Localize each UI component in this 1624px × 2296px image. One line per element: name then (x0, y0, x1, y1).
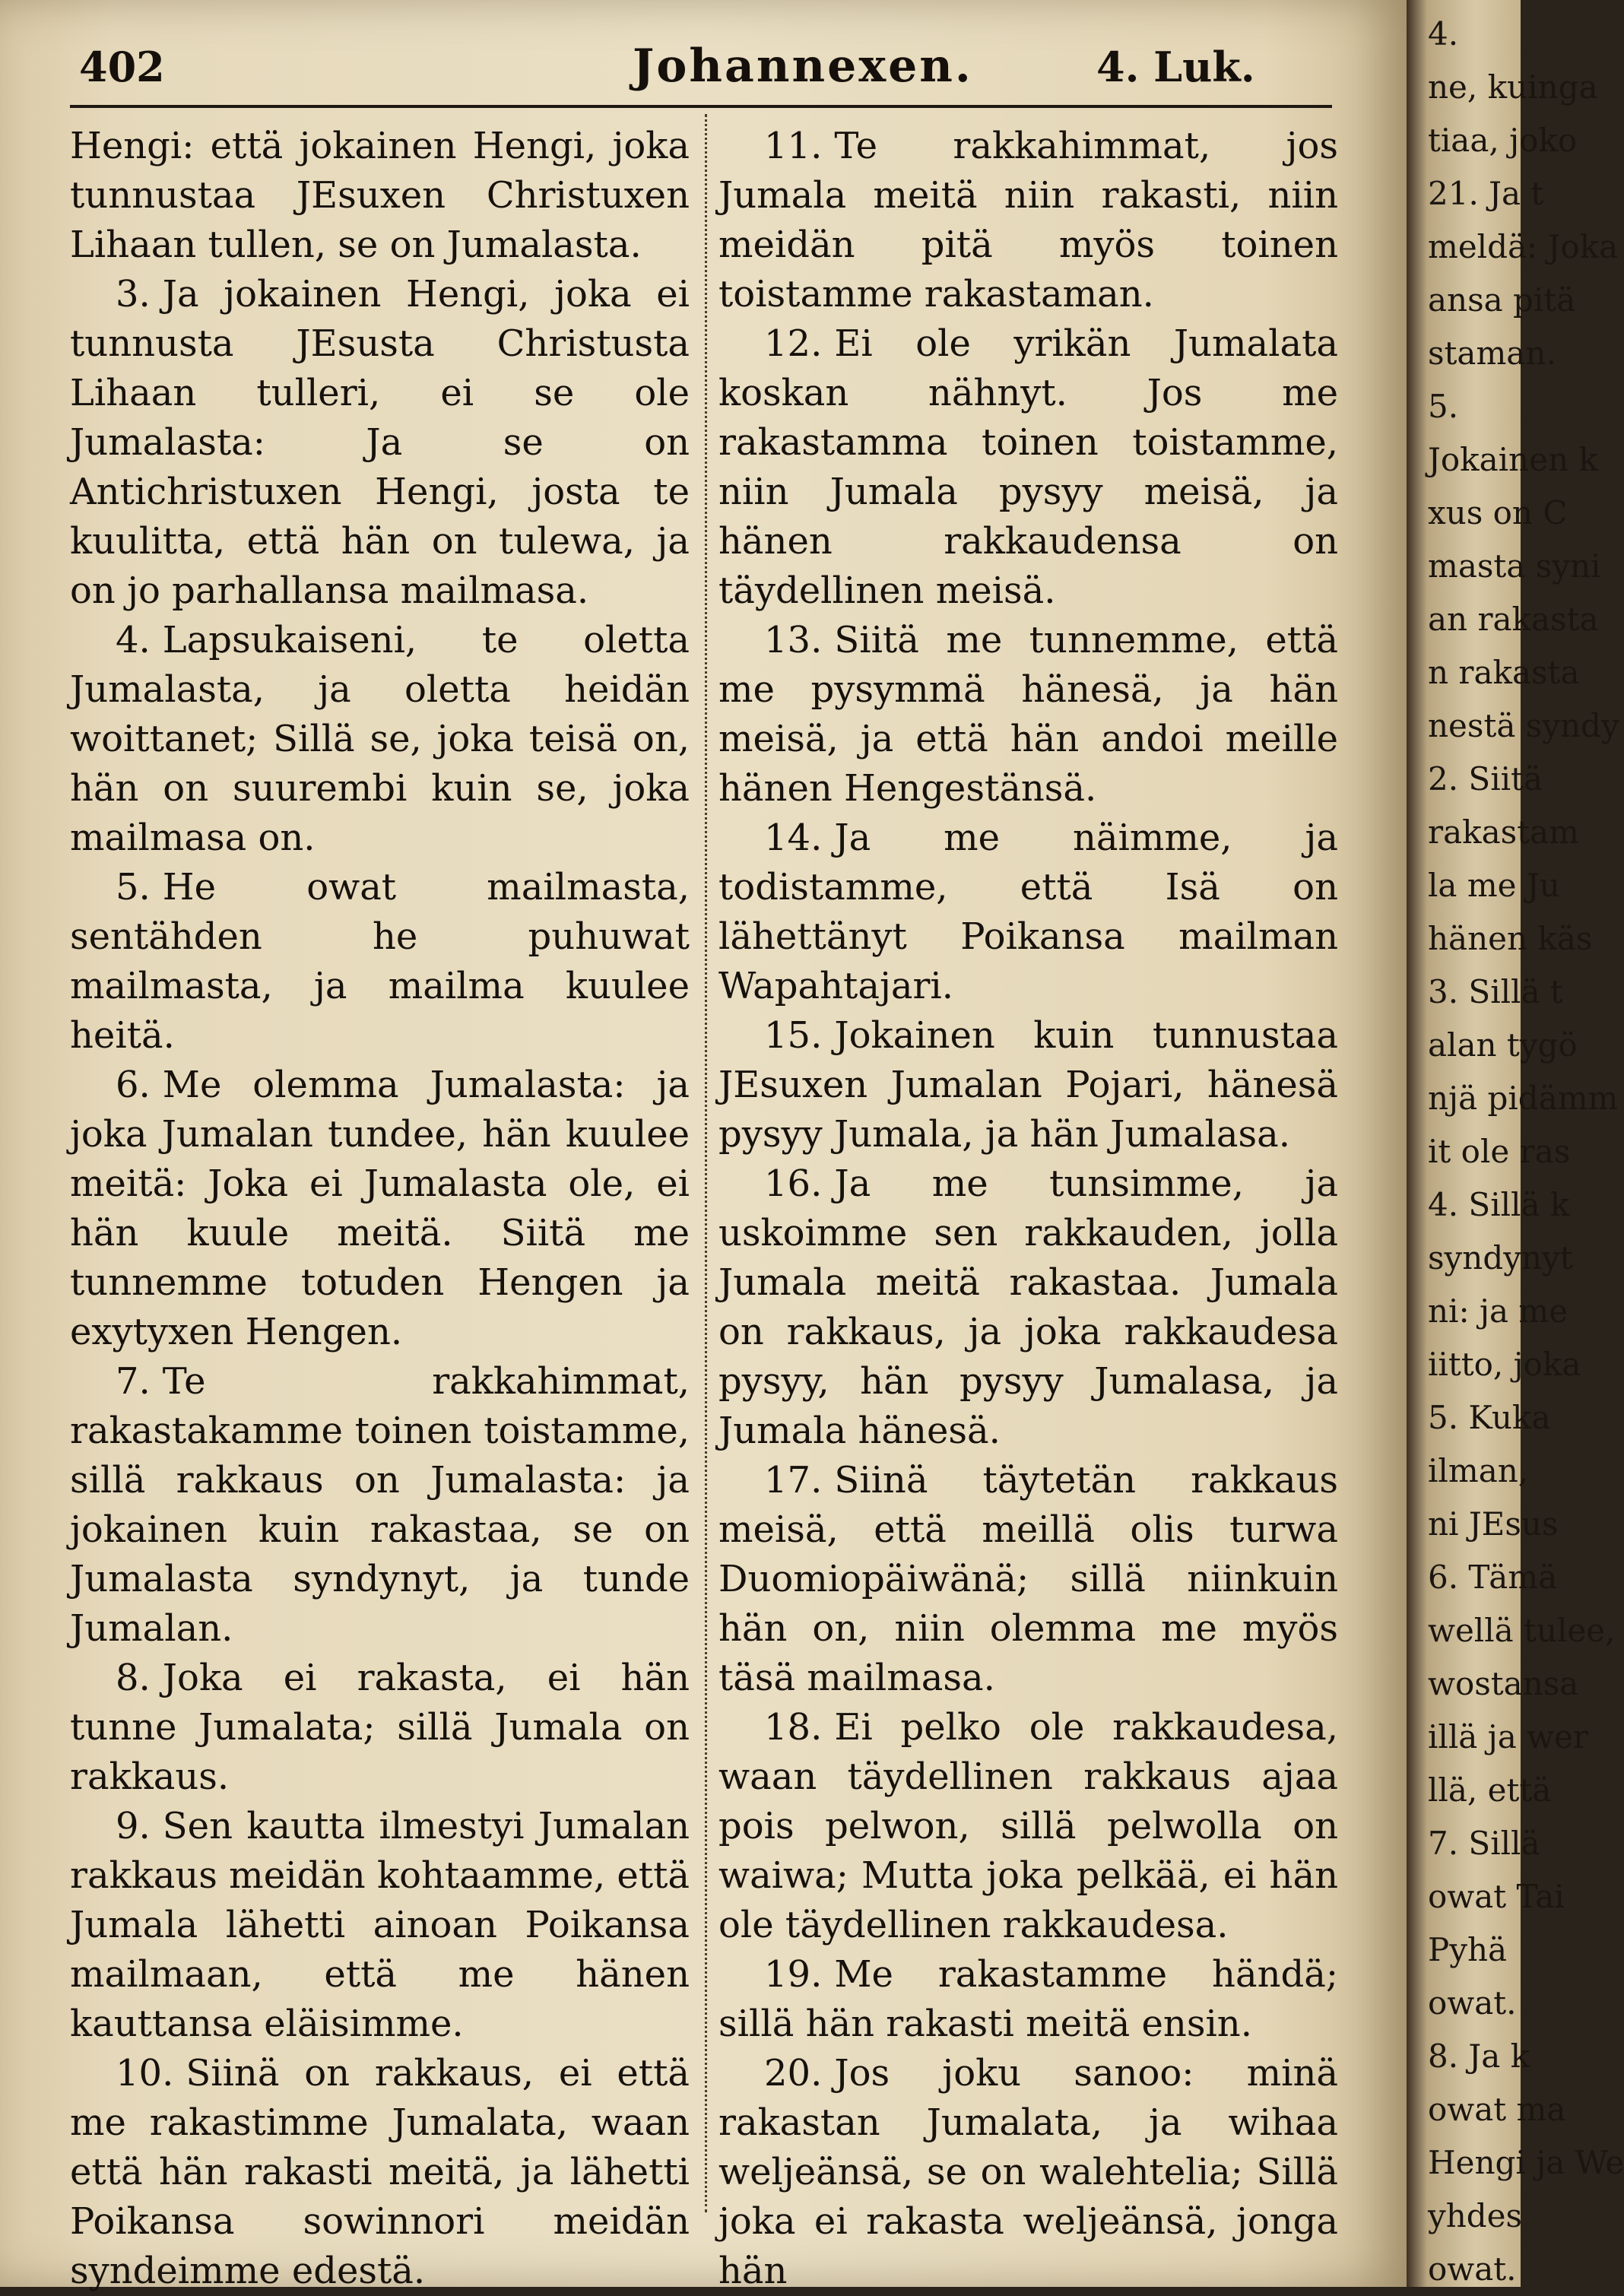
running-header (70, 36, 1347, 97)
verse-text: Ja me tunsimme, ja uskoimme sen rakkauden, jolla Jumala meitä rakastaa. Jumala on rakkaus, ja joka rakkaudesa pysyy, hän pysyy Jumalasa, ja Jumala hänesä. (718, 1162, 1338, 1452)
verse-text: Ja me näimme, ja todistamme, että Isä on lähettänyt Poikansa mailman Wapahtajari. (718, 817, 1338, 1007)
verse-number: 14. (764, 817, 823, 859)
adjacent-page-fragment: 3. Sillä t (1428, 973, 1563, 1010)
verse (70, 270, 690, 616)
verse (70, 863, 690, 1061)
adjacent-page-fragment: tiaa, joko (1428, 122, 1578, 159)
adjacent-page-fragment: meldä: Joka (1428, 228, 1619, 265)
adjacent-page-fragment: alan tygö (1428, 1026, 1578, 1064)
verse-number: 16. (764, 1162, 823, 1205)
adjacent-page-fragment: la me Ju (1428, 867, 1560, 904)
verse (70, 2049, 690, 2296)
adjacent-page-fragment: ne, kuinga (1428, 68, 1598, 106)
verse-text: Ei ole yrikän Jumalata koskan nähnyt. Jos me rakastamma toinen toistamme, niin Jumala pysyy meisä, ja hänen rakkaudensa on täydellinen meisä. (718, 322, 1338, 612)
verse (70, 1802, 690, 2049)
adjacent-page-fragment: xus on C (1428, 494, 1568, 531)
verse (718, 1950, 1338, 2049)
verse-text: Jos joku sanoo: minä rakastan Jumalata, ja wihaa weljeänsä, se on walehtelia; Sillä joka ei rakasta weljeänsä, jonga hän (718, 2052, 1338, 2292)
verse (718, 1456, 1338, 1703)
chapter-label: 4. Luk. (1096, 43, 1255, 91)
adjacent-page-fragment: syndynyt (1428, 1239, 1573, 1276)
page-number: 402 (79, 43, 165, 91)
verse-number: 13. (764, 619, 823, 661)
adjacent-page-fragment: 4. Sillä k (1428, 1186, 1570, 1223)
verse-text: Joka ei rakasta, ei hän tunne Jumalata; sillä Jumala on rakkaus. (70, 1657, 690, 1798)
adjacent-page-fragment: njä pidämm (1428, 1080, 1619, 1117)
adjacent-page-fragment: owat Tai (1428, 1878, 1565, 1915)
verse-text: Me olemma Jumalasta: ja joka Jumalan tundee, hän kuulee meitä: Joka ei Jumalasta ole, ei hän kuule meitä. Siitä me tunnemme totuden Hengen ja exytyxen Hengen. (70, 1064, 690, 1353)
adjacent-page-fragment: Pyhä (1428, 1931, 1508, 1968)
adjacent-page-fragment: 2. Siitä (1428, 760, 1543, 798)
adjacent-page-fragment: owat ma (1428, 2091, 1566, 2128)
adjacent-page-fragment: it ole ras (1428, 1133, 1571, 1170)
adjacent-page-fragment: nestä syndy (1428, 707, 1619, 744)
verse-number: 4. (116, 619, 151, 661)
verse-number: 10. (116, 2052, 174, 2095)
verse-number: 12. (764, 322, 823, 365)
verse-text: Hengi: että jokainen Hengi, joka tunnustaa JEsuxen Christuxen Lihaan tullen, se on Jumalasta. (70, 125, 690, 266)
adjacent-page-fragment: ilman, (1428, 1452, 1529, 1489)
verse-number: 3. (116, 273, 151, 316)
adjacent-page-fragment: 21. Ja t (1428, 175, 1544, 212)
verse-text: Te rakkahimmat, rakastakamme toinen toistamme, sillä rakkaus on Jumalasta: ja jokainen kuin rakastaa, se on Jumalasta syndynyt, ja tunde Jumalan. (70, 1360, 690, 1650)
adjacent-page-fragment: ni JEsus (1428, 1505, 1559, 1543)
adjacent-page-fragment: illä ja wer (1428, 1718, 1588, 1755)
verse-number: 5. (116, 866, 151, 909)
adjacent-page-fragment: 4. (1428, 15, 1459, 52)
adjacent-page-fragment: llä, että (1428, 1771, 1552, 1809)
verse-text: Ei pelko ole rakkaudesa, waan täydellinen rakkaus ajaa pois pelwon, sillä pelwolla on waiwa; Mutta joka pelkää, ei hän ole täydellinen rakkaudesa. (718, 1706, 1338, 1946)
adjacent-page-fragment: hänen käs (1428, 920, 1593, 957)
verse (718, 2049, 1338, 2296)
verse (718, 1703, 1338, 1950)
adjacent-page-fragment: 7. Sillä (1428, 1825, 1540, 1862)
adjacent-page-fragment: masta syni (1428, 547, 1601, 585)
verse-number: 19. (764, 1953, 823, 1996)
verse-number: 20. (764, 2052, 823, 2095)
verse-number: 9. (116, 1805, 151, 1847)
header-rule (70, 105, 1332, 108)
right-column (718, 122, 1338, 2296)
verse (718, 813, 1338, 1011)
adjacent-page-fragment: Hengi ja We (1428, 2144, 1624, 2181)
verse (718, 616, 1338, 813)
verse-text: Lapsukaiseni, te oletta Jumalasta, ja oletta heidän woittanet; Sillä se, joka teisä on, hän on suurembi kuin se, joka mailmasa on. (70, 619, 690, 859)
verse-number: 15. (764, 1014, 823, 1057)
adjacent-page-fragment: iitto, joka (1428, 1346, 1581, 1383)
adjacent-page-fragment: wellä tulee, (1428, 1612, 1616, 1649)
verse (70, 616, 690, 863)
verse-text: Te rakkahimmat, jos Jumala meitä niin rakasti, niin meidän pitä myös toinen toistamme rakastaman. (718, 125, 1338, 316)
verse-number: 6. (116, 1064, 151, 1106)
verse-text: Siitä me tunnemme, että me pysymmä hänesä, ja hän meisä, ja että hän andoi meille hänen Hengestänsä. (718, 619, 1338, 810)
verse (70, 1357, 690, 1654)
verse-number: 17. (764, 1459, 823, 1502)
running-title: Johannexen. (633, 40, 973, 93)
verse (718, 1011, 1338, 1159)
verse-number: 18. (764, 1706, 823, 1749)
verse-number: 11. (764, 125, 823, 167)
adjacent-page-fragment: yhdes (1428, 2197, 1523, 2234)
adjacent-page-fragment: 5. (1428, 388, 1459, 425)
verse (718, 319, 1338, 616)
verse (70, 1061, 690, 1357)
verse-number: 8. (116, 1657, 151, 1699)
adjacent-page-edge (1407, 0, 1624, 2288)
verse-text: Me rakastamme händä; sillä hän rakasti meitä ensin. (718, 1953, 1338, 2045)
verse (718, 122, 1338, 319)
verse-text: Sen kautta ilmestyi Jumalan rakkaus meidän kohtaamme, että Jumala lähetti ainoan Poikansa mailmaan, että me hänen kauttansa eläisimme. (70, 1805, 690, 2045)
adjacent-page-fragment: owat. (1428, 1984, 1517, 2022)
verse (70, 1654, 690, 1802)
adjacent-page-fragment: rakastam (1428, 813, 1579, 851)
adjacent-page-fragment: Jokainen k (1428, 441, 1598, 478)
adjacent-page-fragment: staman. (1428, 335, 1556, 372)
adjacent-page-fragment: owat. (1428, 2250, 1517, 2288)
adjacent-page-fragment: 5. Kuka (1428, 1399, 1551, 1436)
adjacent-page-fragment: n rakasta (1428, 654, 1580, 691)
verse-text: Jokainen kuin tunnustaa JEsuxen Jumalan Pojari, hänesä pysyy Jumala, ja hän Jumalasa. (718, 1014, 1338, 1156)
adjacent-page-fragment: ansa pitä (1428, 281, 1576, 319)
verse-number: 7. (116, 1360, 151, 1403)
verse (70, 122, 690, 270)
verse-text: Siinä on rakkaus, ei että me rakastimme Jumalata, waan että hän rakasti meitä, ja lähetti Poikansa sowinnori meidän syndeimme edestä. (70, 2052, 690, 2292)
adjacent-page-fragment: an rakasta (1428, 601, 1599, 638)
adjacent-page-fragment: wostansa (1428, 1665, 1579, 1702)
column-divider (705, 114, 707, 2212)
left-column (70, 122, 690, 2296)
adjacent-page-fragment: ni: ja me (1428, 1292, 1568, 1330)
verse-text: He owat mailmasta, sentähden he puhuwat mailmasta, ja mailma kuulee heitä. (70, 866, 690, 1057)
verse-text: Ja jokainen Hengi, joka ei tunnusta JEsusta Christusta Lihaan tulleri, ei se ole Jumalasta: Ja se on Antichristuxen Hengi, josta te kuulitta, että hän on tulewa, ja on jo parhallansa mailmasa. (70, 273, 690, 612)
verse (718, 1159, 1338, 1456)
adjacent-page-fragment: 6. Tämä (1428, 1559, 1558, 1596)
adjacent-page-fragment: 8. Ja k (1428, 2038, 1530, 2075)
verse-text: Siinä täytetän rakkaus meisä, että meillä olis turwa Duomiopäiwänä; sillä niinkuin hän on, niin olemma me myös täsä mailmasa. (718, 1459, 1338, 1699)
